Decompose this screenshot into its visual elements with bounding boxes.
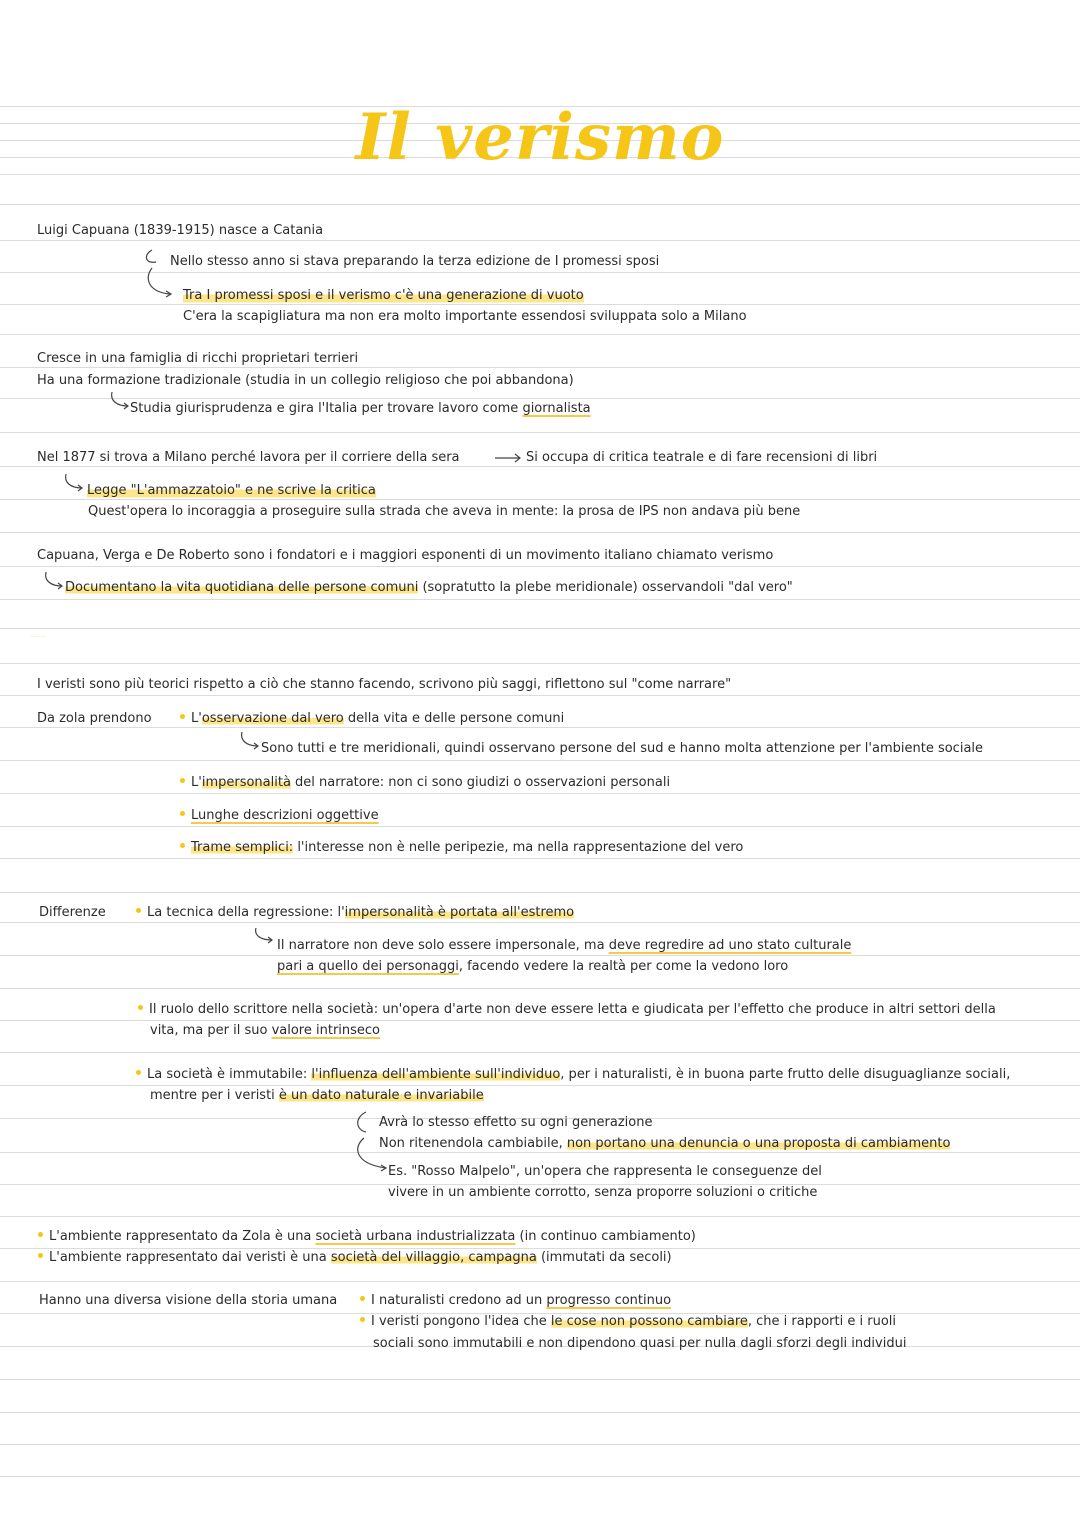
text-line: pari a quello dei personaggi, facendo vedere la realtà per come la vedono loro (277, 959, 789, 974)
bullet-icon (180, 843, 185, 848)
arrow-icon (252, 926, 274, 946)
text-line: Studia giurisprudenza e gira l'Italia per trovare lavoro come giornalista (130, 401, 591, 416)
text-line: Luigi Capuana (1839-1915) nasce a Catania (37, 223, 324, 238)
bullet-item: L'ambiente rappresentato dai veristi è una società del villaggio, campagna (immutati da secoli) (38, 1249, 672, 1266)
row-label: Hanno una diversa visione della storia umana (39, 1293, 338, 1308)
bullet-icon (136, 1070, 141, 1075)
arrow-icon (42, 570, 64, 592)
row-label: Da zola prendono (37, 711, 152, 726)
text-line: Documentano la vita quotidiana delle persone comuni (sopratutto la plebe meridionale) osservandoli "dal vero" (65, 580, 793, 595)
bullet-item: Il ruolo dello scrittore nella società: un'opera d'arte non deve essere letta e giudicata per l'effetto che produce in altri settori della (138, 1001, 996, 1018)
text-line: Non ritenendola cambiabile, non portano una denuncia o una proposta di cambiamento (379, 1136, 951, 1151)
section-heading (30, 636, 46, 637)
text-line: Nello stesso anno si stava preparando la terza edizione de I promessi sposi (170, 254, 660, 269)
arrow-icon (494, 452, 522, 464)
highlighted-phrase: Documentano la vita quotidiana delle persone comuni (65, 580, 419, 595)
highlighted-line: Tra I promessi sposi e il verismo c'è una generazione di vuoto (183, 288, 584, 303)
bullet-icon (136, 908, 141, 913)
text-line: Il narratore non deve solo essere impersonale, ma deve regredire ad uno stato culturale (277, 938, 852, 953)
row-label: Differenze (39, 905, 106, 920)
bullet-icon (360, 1317, 365, 1322)
bullet-icon (360, 1296, 365, 1301)
bullet-item: L'impersonalità del narratore: non ci sono giudizi o osservazioni personali (180, 774, 670, 791)
text-line: Es. "Rosso Malpelo", un'opera che rappresenta le conseguenze del (388, 1164, 822, 1179)
bullet-item: L'osservazione dal vero della vita e delle persone comuni (180, 710, 564, 727)
bullet-item: L'ambiente rappresentato da Zola è una società urbana industrializzata (in continuo cambiamento) (38, 1228, 696, 1245)
bullet-item: La tecnica della regressione: l'impersonalità è portata all'estremo (136, 904, 574, 921)
text-line: vivere in un ambiente corrotto, senza proporre soluzioni o critiche (388, 1185, 818, 1200)
text-line: I veristi sono più teorici rispetto a ciò che stanno facendo, scrivono più saggi, riflettono sul "come narrare" (37, 677, 732, 692)
bullet-item: I naturalisti credono ad un progresso continuo (360, 1292, 671, 1309)
arrow-icon (238, 730, 260, 752)
bullet-item: I veristi pongono l'idea che le cose non possono cambiare, che i rapporti e i ruoli (360, 1313, 896, 1330)
bullet-item: Lunghe descrizioni oggettive (180, 807, 379, 824)
highlighted-line: Legge "L'ammazzatoio" e ne scrive la critica (87, 483, 376, 498)
text-line: mentre per i veristi è un dato naturale e invariabile (150, 1088, 484, 1103)
bullet-icon (180, 714, 185, 719)
text-line: vita, ma per il suo valore intrinseco (150, 1023, 381, 1038)
text-line: Si occupa di critica teatrale e di fare recensioni di libri (526, 450, 878, 465)
bullet-icon (138, 1005, 143, 1010)
page-title: Il verismo (355, 100, 725, 175)
text-line: Capuana, Verga e De Roberto sono i fondatori e i maggiori esponenti di un movimento italiano chiamato verismo (37, 548, 774, 563)
text-line: C'era la scapigliatura ma non era molto importante essendosi sviluppata solo a Milano (183, 309, 747, 324)
bullet-icon (38, 1253, 43, 1258)
text-line: Quest'opera lo incoraggia a proseguire sulla strada che aveva in mente: la prosa de IPS non andava più bene (88, 504, 801, 519)
bullet-icon (180, 778, 185, 783)
text-line: Nel 1877 si trova a Milano perché lavora per il corriere della sera (37, 450, 460, 465)
text-line: Cresce in una famiglia di ricchi proprietari terrieri (37, 351, 359, 366)
text-line: Avrà lo stesso effetto su ogni generazione (379, 1115, 653, 1130)
text-line: Ha una formazione tradizionale (studia in un collegio religioso che poi abbandona) (37, 373, 574, 388)
arrow-icon (62, 472, 84, 494)
bullet-item: La società è immutabile: l'influenza dell'ambiente sull'individuo, per i naturalisti, è in buona parte frutto delle disuguaglianze sociali, (136, 1066, 1010, 1083)
text-line: sociali sono immutabili e non dipendono quasi per nulla dagli sforzi degli individui (373, 1336, 907, 1351)
text-line: Sono tutti e tre meridionali, quindi osservano persone del sud e hanno molta attenzione per l'ambiente sociale (261, 741, 984, 756)
bullet-icon (38, 1232, 43, 1237)
underlined-word: giornalista (522, 401, 591, 416)
bullet-icon (180, 811, 185, 816)
bullet-item: Trame semplici: l'interesse non è nelle peripezie, ma nella rappresentazione del vero (180, 839, 743, 856)
arrow-icon (108, 390, 130, 412)
